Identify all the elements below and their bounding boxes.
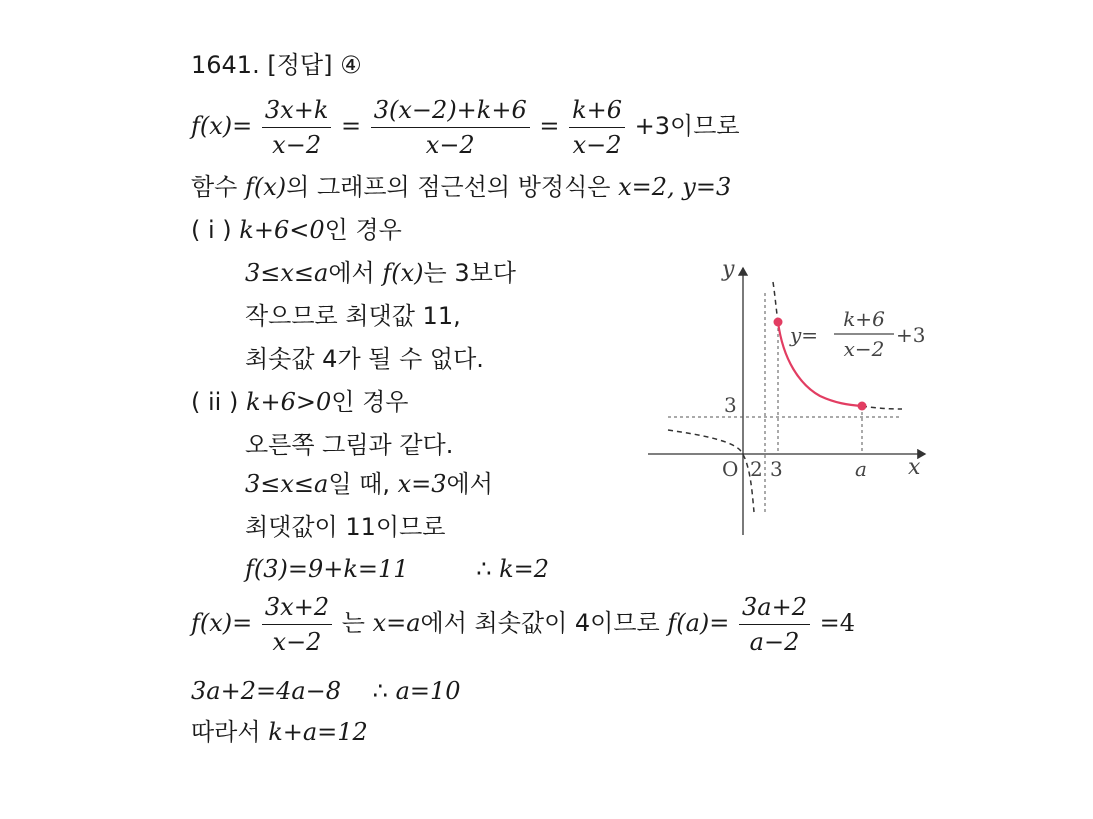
case1-line1	[245, 258, 516, 288]
point-max	[774, 318, 783, 327]
case2-f3-eq: f(3)=9+k=11	[245, 555, 409, 583]
case2-heading	[191, 387, 408, 417]
fraction-2-denominator: x−2	[425, 130, 475, 159]
solve-equation: 3a+2=4a−8	[191, 677, 342, 705]
tick-label-3: 3	[770, 457, 783, 481]
case2-line3: 최댓값이 11이므로	[245, 513, 446, 541]
right-branch-upper-dashed	[773, 282, 778, 322]
hyperbola-graph	[640, 250, 940, 540]
therefore-symbol-1: ∴	[476, 555, 492, 583]
fa-fraction-1-denominator: x−2	[272, 627, 322, 656]
fa-fx-lhs: f(x)=	[191, 609, 253, 637]
fa-fraction-1	[262, 593, 332, 656]
case1-condition: k+6<0	[239, 216, 325, 244]
equals-1: =	[341, 112, 362, 140]
y-tick-label-3: 3	[724, 393, 737, 417]
asymptote-text-2: 의 그래프의 점근선의 방정식은	[286, 173, 611, 201]
case2-condition-suffix: 인 경우	[331, 388, 409, 416]
curve-label-prefix: y=	[790, 323, 819, 347]
final-text: 따라서	[191, 718, 261, 746]
fraction-2-numerator: 3(x−2)+k+6	[371, 96, 530, 128]
final-equation: k+a=12	[268, 718, 368, 746]
answer-mark: ④	[340, 51, 362, 79]
case2-label: ( ii )	[191, 388, 239, 416]
asymptote-text-1: 함수	[191, 173, 238, 201]
case2-condition: k+6>0	[245, 388, 332, 416]
fraction-3-denominator: x−2	[572, 130, 622, 159]
fraction-3	[569, 96, 625, 159]
case1-line2: 작으므로 최댓값 11,	[245, 302, 461, 330]
curve-label-denominator: x−2	[843, 337, 885, 361]
fa-fraction-2-denominator: a−2	[749, 627, 800, 656]
curve-label-numerator: k+6	[843, 307, 885, 331]
fa-fraction-1-numerator: 3x+2	[262, 593, 332, 625]
case1-text-2: 는 3보다	[423, 259, 516, 287]
case2-line1: 오른쪽 그림과 같다.	[245, 431, 454, 459]
asymptote-line	[191, 172, 731, 202]
fa-eq: x=a	[372, 609, 421, 637]
fraction-2	[371, 96, 530, 159]
fa-fa-lhs: f(a)=	[667, 609, 730, 637]
solve-line	[191, 676, 461, 706]
case2-text-1: 일 때,	[328, 470, 390, 498]
curve-label-suffix: +3	[896, 323, 926, 347]
fraction-1-numerator: 3x+k	[262, 96, 331, 128]
origin-label: O	[722, 457, 739, 481]
fa-text-1: 는	[341, 609, 365, 637]
final-line	[191, 717, 368, 747]
x-axis-label: x	[908, 455, 921, 480]
y-axis-label: y	[722, 257, 735, 282]
case2-line4	[245, 554, 549, 584]
fraction-1-denominator: x−2	[272, 130, 322, 159]
case2-interval: 3≤x≤a	[245, 470, 329, 498]
tick-label-a: a	[855, 457, 867, 481]
case2-line2	[245, 469, 493, 499]
case1-condition-suffix: 인 경우	[324, 216, 402, 244]
tick-label-2: 2	[750, 457, 763, 481]
problem-number: 1641.	[191, 51, 260, 79]
case2-k-result: k=2	[499, 555, 550, 583]
problem-header	[191, 50, 362, 80]
asymptote-fx: f(x)	[245, 173, 287, 201]
left-branch	[668, 430, 754, 512]
case1-line3: 최솟값 4가 될 수 없다.	[245, 345, 484, 373]
fraction-1	[262, 96, 331, 159]
answer-label: [정답]	[267, 51, 333, 79]
fa-text-2: 에서 최솟값이 4이므로	[420, 609, 660, 637]
fa-line	[191, 592, 855, 656]
case1-fx: f(x)	[382, 259, 424, 287]
fa-rhs: =4	[819, 609, 856, 637]
fx-lhs: f(x)=	[191, 112, 253, 140]
case2-eq: x=3	[397, 470, 447, 498]
right-branch-tail-dashed	[862, 406, 902, 409]
solve-result: a=10	[395, 677, 461, 705]
equals-2: =	[539, 112, 560, 140]
asymptote-eq-y: y=3	[682, 173, 732, 201]
case1-heading	[191, 215, 402, 245]
case1-interval: 3≤x≤a	[245, 259, 329, 287]
point-min	[858, 402, 867, 411]
fa-fraction-2	[739, 593, 810, 656]
fraction-3-numerator: k+6	[569, 96, 625, 128]
therefore-symbol-2: ∴	[372, 677, 388, 705]
line1-tail: +3이므로	[634, 112, 740, 140]
function-rewrite-line	[191, 95, 740, 159]
asymptote-eq-x: x=2,	[618, 173, 675, 201]
fa-fraction-2-numerator: 3a+2	[739, 593, 810, 625]
case2-text-2: 에서	[446, 470, 493, 498]
case1-text-1: 에서	[328, 259, 375, 287]
case1-label: ( i )	[191, 216, 232, 244]
